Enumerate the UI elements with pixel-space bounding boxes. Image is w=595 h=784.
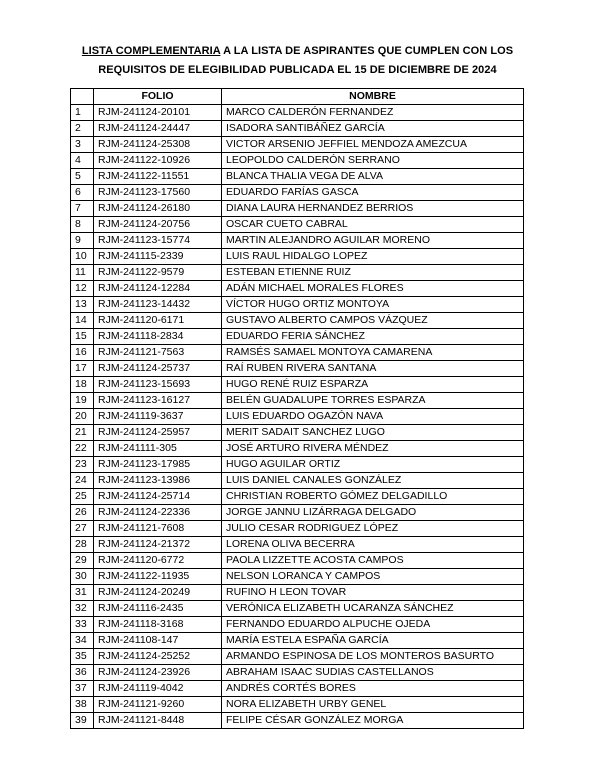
table-row bbox=[71, 249, 524, 265]
row-number: 10 bbox=[71, 249, 94, 265]
row-name: RAMSÉS SAMAEL MONTOYA CAMARENA bbox=[222, 345, 524, 361]
row-folio: RJM-241108-147 bbox=[94, 633, 222, 649]
row-number: 36 bbox=[71, 665, 94, 681]
row-name: RAÍ RUBEN RIVERA SANTANA bbox=[222, 361, 524, 377]
row-number: 11 bbox=[71, 265, 94, 281]
table-row bbox=[71, 121, 524, 137]
table-row bbox=[71, 665, 524, 681]
table-row bbox=[71, 377, 524, 393]
table-row bbox=[71, 633, 524, 649]
table-row bbox=[71, 345, 524, 361]
row-number: 26 bbox=[71, 505, 94, 521]
row-number: 34 bbox=[71, 633, 94, 649]
row-name: DIANA LAURA HERNANDEZ BERRIOS bbox=[222, 201, 524, 217]
row-number: 22 bbox=[71, 441, 94, 457]
row-number: 1 bbox=[71, 105, 94, 121]
row-folio: RJM-241120-6171 bbox=[94, 313, 222, 329]
row-folio: RJM-241115-2339 bbox=[94, 249, 222, 265]
title-line-1-rest: A LA LISTA DE ASPIRANTES QUE CUMPLEN CON LOS bbox=[220, 45, 514, 57]
row-folio: RJM-241122-10926 bbox=[94, 153, 222, 169]
row-number: 5 bbox=[71, 169, 94, 185]
row-folio: RJM-241124-22336 bbox=[94, 505, 222, 521]
row-name: VICTOR ARSENIO JEFFIEL MENDOZA AMEZCUA bbox=[222, 137, 524, 153]
row-name: LEOPOLDO CALDERÓN SERRANO bbox=[222, 153, 524, 169]
table-row bbox=[71, 473, 524, 489]
row-name: GUSTAVO ALBERTO CAMPOS VÁZQUEZ bbox=[222, 313, 524, 329]
row-name: NELSON LORANCA Y CAMPOS bbox=[222, 569, 524, 585]
row-name: VÍCTOR HUGO ORTIZ MONTOYA bbox=[222, 297, 524, 313]
table-row bbox=[71, 553, 524, 569]
table-row bbox=[71, 185, 524, 201]
row-folio: RJM-241124-25957 bbox=[94, 425, 222, 441]
row-name: ABRAHAM ISAAC SUDIAS CASTELLANOS bbox=[222, 665, 524, 681]
row-name: FERNANDO EDUARDO ALPUCHE OJEDA bbox=[222, 617, 524, 633]
row-folio: RJM-241123-15774 bbox=[94, 233, 222, 249]
row-name: HUGO AGUILAR ORTIZ bbox=[222, 457, 524, 473]
row-folio: RJM-241124-26180 bbox=[94, 201, 222, 217]
header-number bbox=[71, 89, 94, 105]
row-folio: RJM-241119-4042 bbox=[94, 681, 222, 697]
row-number: 24 bbox=[71, 473, 94, 489]
row-folio: RJM-241119-3637 bbox=[94, 409, 222, 425]
row-folio: RJM-241122-11551 bbox=[94, 169, 222, 185]
table-row bbox=[71, 537, 524, 553]
row-name: OSCAR CUETO CABRAL bbox=[222, 217, 524, 233]
table-row bbox=[71, 425, 524, 441]
row-folio: RJM-241124-20101 bbox=[94, 105, 222, 121]
row-name: HUGO RENÉ RUIZ ESPARZA bbox=[222, 377, 524, 393]
row-number: 7 bbox=[71, 201, 94, 217]
title-line-1 bbox=[0, 42, 595, 61]
row-folio: RJM-241123-16127 bbox=[94, 393, 222, 409]
row-number: 21 bbox=[71, 425, 94, 441]
table-row bbox=[71, 617, 524, 633]
row-number: 38 bbox=[71, 697, 94, 713]
row-folio: RJM-241124-25737 bbox=[94, 361, 222, 377]
row-folio: RJM-241123-13986 bbox=[94, 473, 222, 489]
table-row bbox=[71, 137, 524, 153]
row-name: PAOLA LIZZETTE ACOSTA CAMPOS bbox=[222, 553, 524, 569]
row-number: 13 bbox=[71, 297, 94, 313]
row-name: CHRISTIAN ROBERTO GÓMEZ DELGADILLO bbox=[222, 489, 524, 505]
row-number: 35 bbox=[71, 649, 94, 665]
table-row bbox=[71, 281, 524, 297]
row-number: 16 bbox=[71, 345, 94, 361]
table-row bbox=[71, 489, 524, 505]
row-folio: RJM-241124-25252 bbox=[94, 649, 222, 665]
row-name: LORENA OLIVA BECERRA bbox=[222, 537, 524, 553]
row-name: MARTIN ALEJANDRO AGUILAR MORENO bbox=[222, 233, 524, 249]
row-name: NORA ELIZABETH URBY GENEL bbox=[222, 697, 524, 713]
table-header-row bbox=[71, 89, 524, 105]
row-name: ARMANDO ESPINOSA DE LOS MONTEROS BASURTO bbox=[222, 649, 524, 665]
table-row bbox=[71, 697, 524, 713]
row-number: 9 bbox=[71, 233, 94, 249]
row-name: MARÍA ESTELA ESPAÑA GARCÍA bbox=[222, 633, 524, 649]
row-folio: RJM-241124-20249 bbox=[94, 585, 222, 601]
row-name: ADÁN MICHAEL MORALES FLORES bbox=[222, 281, 524, 297]
row-number: 23 bbox=[71, 457, 94, 473]
row-number: 18 bbox=[71, 377, 94, 393]
row-name: JORGE JANNU LIZÁRRAGA DELGADO bbox=[222, 505, 524, 521]
row-number: 37 bbox=[71, 681, 94, 697]
row-number: 12 bbox=[71, 281, 94, 297]
row-folio: RJM-241124-21372 bbox=[94, 537, 222, 553]
row-name: EDUARDO FARÍAS GASCA bbox=[222, 185, 524, 201]
row-folio: RJM-241122-9579 bbox=[94, 265, 222, 281]
row-folio: RJM-241124-24447 bbox=[94, 121, 222, 137]
row-name: VERÓNICA ELIZABETH UCARANZA SÁNCHEZ bbox=[222, 601, 524, 617]
row-number: 15 bbox=[71, 329, 94, 345]
table-row bbox=[71, 217, 524, 233]
title-line-2: REQUISITOS DE ELEGIBILIDAD PUBLICADA EL 15 DE DICIEMBRE DE 2024 bbox=[98, 64, 497, 76]
row-name: FELIPE CÉSAR GONZÁLEZ MORGA bbox=[222, 713, 524, 729]
row-name: JULIO CESAR RODRIGUEZ LÓPEZ bbox=[222, 521, 524, 537]
row-folio: RJM-241123-14432 bbox=[94, 297, 222, 313]
table-row bbox=[71, 297, 524, 313]
row-folio: RJM-241123-17560 bbox=[94, 185, 222, 201]
row-folio: RJM-241121-7608 bbox=[94, 521, 222, 537]
row-number: 4 bbox=[71, 153, 94, 169]
table-row bbox=[71, 521, 524, 537]
row-folio: RJM-241124-23926 bbox=[94, 665, 222, 681]
row-number: 20 bbox=[71, 409, 94, 425]
table-row bbox=[71, 681, 524, 697]
row-name: JOSÉ ARTURO RIVERA MÉNDEZ bbox=[222, 441, 524, 457]
row-name: ESTEBAN ETIENNE RUIZ bbox=[222, 265, 524, 281]
row-number: 3 bbox=[71, 137, 94, 153]
row-number: 14 bbox=[71, 313, 94, 329]
row-folio: RJM-241121-8448 bbox=[94, 713, 222, 729]
candidates-table bbox=[70, 88, 524, 729]
table-row bbox=[71, 313, 524, 329]
table-row bbox=[71, 409, 524, 425]
table-row bbox=[71, 601, 524, 617]
row-number: 8 bbox=[71, 217, 94, 233]
row-folio: RJM-241120-6772 bbox=[94, 553, 222, 569]
table-row bbox=[71, 233, 524, 249]
row-folio: RJM-241118-2834 bbox=[94, 329, 222, 345]
row-number: 19 bbox=[71, 393, 94, 409]
table-row bbox=[71, 713, 524, 729]
table-row bbox=[71, 505, 524, 521]
row-number: 30 bbox=[71, 569, 94, 585]
row-number: 27 bbox=[71, 521, 94, 537]
row-name: ISADORA SANTIBÁÑEZ GARCÍA bbox=[222, 121, 524, 137]
table-row bbox=[71, 457, 524, 473]
row-folio: RJM-241121-7563 bbox=[94, 345, 222, 361]
row-number: 28 bbox=[71, 537, 94, 553]
table-row bbox=[71, 201, 524, 217]
row-folio: RJM-241124-20756 bbox=[94, 217, 222, 233]
table-row bbox=[71, 649, 524, 665]
table-row bbox=[71, 265, 524, 281]
table-body bbox=[71, 105, 524, 729]
table-row bbox=[71, 569, 524, 585]
row-name: BLANCA THALIA VEGA DE ALVA bbox=[222, 169, 524, 185]
row-name: MARCO CALDERÓN FERNANDEZ bbox=[222, 105, 524, 121]
table-row bbox=[71, 329, 524, 345]
row-folio: RJM-241121-9260 bbox=[94, 697, 222, 713]
row-folio: RJM-241123-17985 bbox=[94, 457, 222, 473]
row-folio: RJM-241124-25714 bbox=[94, 489, 222, 505]
row-name: MERIT SADAIT SANCHEZ LUGO bbox=[222, 425, 524, 441]
table-row bbox=[71, 169, 524, 185]
header-folio: FOLIO bbox=[94, 89, 222, 105]
table-row bbox=[71, 153, 524, 169]
title-underlined-text: LISTA COMPLEMENTARIA bbox=[81, 45, 221, 57]
table-row bbox=[71, 441, 524, 457]
row-number: 39 bbox=[71, 713, 94, 729]
row-number: 33 bbox=[71, 617, 94, 633]
document-title bbox=[0, 42, 595, 80]
row-folio: RJM-241124-12284 bbox=[94, 281, 222, 297]
row-folio: RJM-241116-2435 bbox=[94, 601, 222, 617]
row-number: 32 bbox=[71, 601, 94, 617]
row-folio: RJM-241124-25308 bbox=[94, 137, 222, 153]
table-row bbox=[71, 105, 524, 121]
row-number: 17 bbox=[71, 361, 94, 377]
row-folio: RJM-241111-305 bbox=[94, 441, 222, 457]
row-name: BELÉN GUADALUPE TORRES ESPARZA bbox=[222, 393, 524, 409]
row-folio: RJM-241123-15693 bbox=[94, 377, 222, 393]
table-row bbox=[71, 393, 524, 409]
row-name: ANDRÉS CORTÉS BORES bbox=[222, 681, 524, 697]
row-folio: RJM-241122-11935 bbox=[94, 569, 222, 585]
row-name: RUFINO H LEON TOVAR bbox=[222, 585, 524, 601]
row-name: EDUARDO FERIA SÁNCHEZ bbox=[222, 329, 524, 345]
table-row bbox=[71, 361, 524, 377]
table-row bbox=[71, 585, 524, 601]
header-name: NOMBRE bbox=[222, 89, 524, 105]
row-number: 6 bbox=[71, 185, 94, 201]
row-number: 29 bbox=[71, 553, 94, 569]
row-number: 31 bbox=[71, 585, 94, 601]
row-folio: RJM-241118-3168 bbox=[94, 617, 222, 633]
row-name: LUIS DANIEL CANALES GONZÁLEZ bbox=[222, 473, 524, 489]
row-number: 2 bbox=[71, 121, 94, 137]
row-number: 25 bbox=[71, 489, 94, 505]
row-name: LUIS RAUL HIDALGO LOPEZ bbox=[222, 249, 524, 265]
row-name: LUIS EDUARDO OGAZÓN NAVA bbox=[222, 409, 524, 425]
